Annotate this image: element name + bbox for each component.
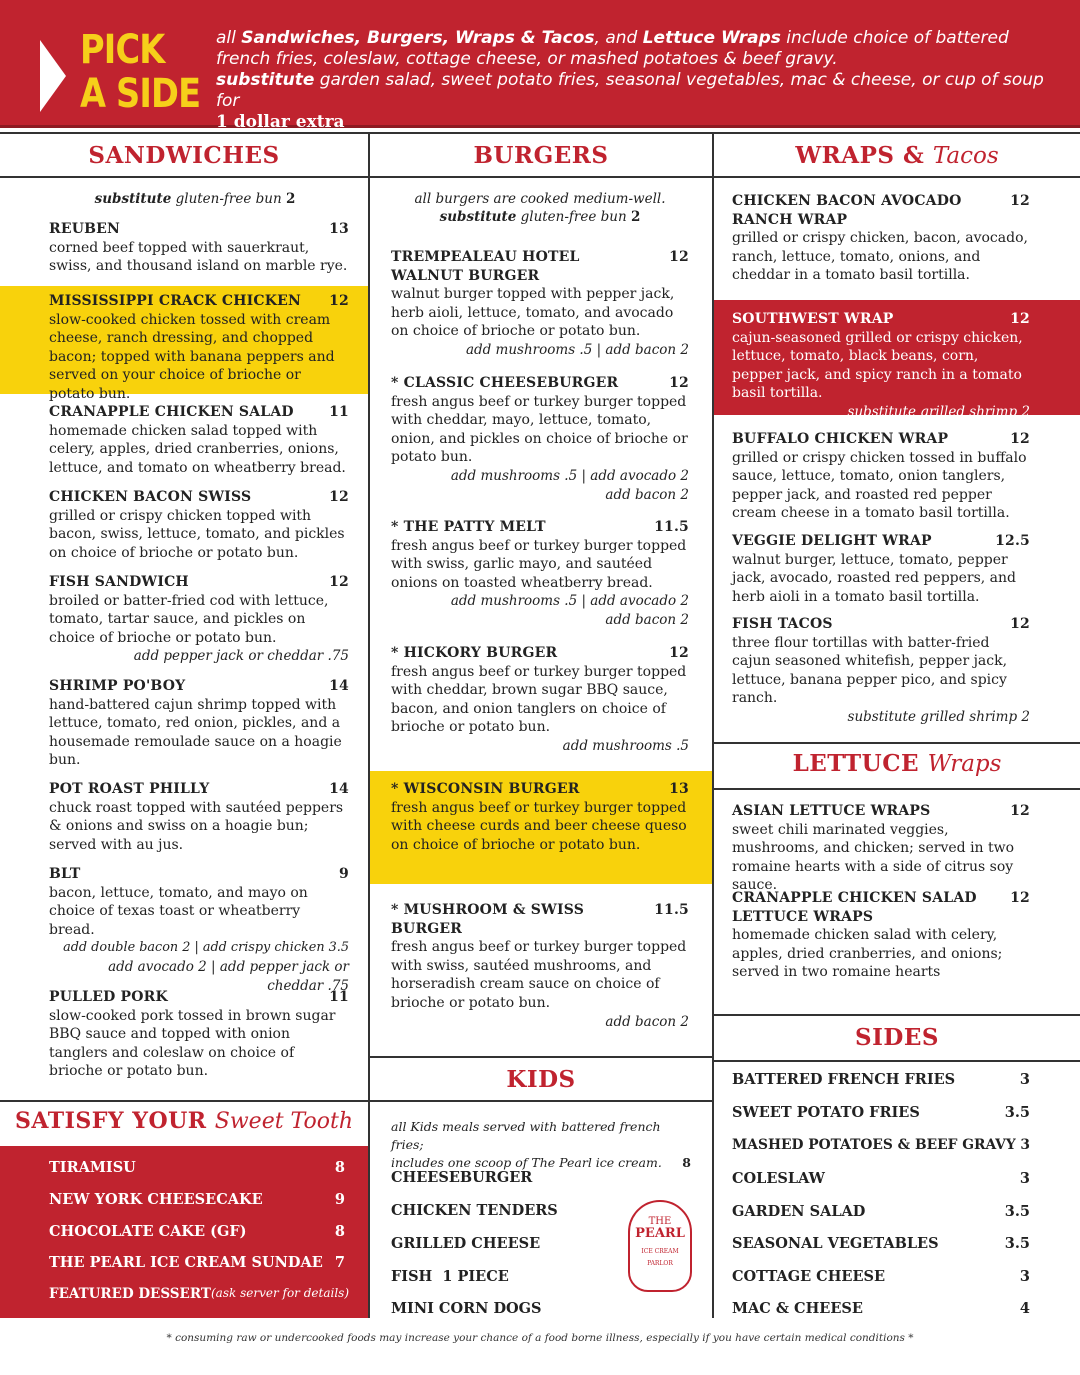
item-price: 14 — [329, 678, 349, 694]
kids-item: FISH 1 PIECE — [391, 1268, 509, 1285]
item-name: SEASONAL VEGETABLES — [732, 1235, 939, 1252]
side-item — [732, 1203, 1030, 1220]
item-price: 12 — [329, 574, 349, 590]
text: include choice of battered french fries, coleslaw, cottage cheese, or mashed potatoes & beef gravy. — [216, 28, 1009, 69]
item-price: 3 — [1019, 1170, 1030, 1187]
item-description: sweet chili marinated veggies, mushrooms, and chicken; served in two romaine hearts with a side of citrus soy sauce. — [732, 821, 1015, 894]
divider — [368, 132, 370, 1318]
kids-item: CHICKEN TENDERS — [391, 1202, 558, 1219]
item-name: VEGGIE DELIGHT WRAP — [732, 533, 932, 549]
item-description: broiled or batter-fried cod with lettuce, tomato, tartar sauce, and pickles on choice of brioche or potato bun. — [49, 592, 329, 646]
item-name: NEW YORK CHEESECAKE — [49, 1191, 263, 1208]
item-price: 7 — [334, 1254, 345, 1271]
title-line-1: PICK — [80, 27, 165, 73]
item-price: 12 — [669, 249, 689, 265]
item-price: 13 — [669, 781, 689, 797]
divider — [714, 788, 1080, 790]
item-description: fresh angus beef or turkey burger topped with swiss, garlic mayo, and sautéed onions on toasted wheatberry bread. — [391, 537, 687, 591]
menu-item — [49, 988, 349, 1081]
item-description: three flour tortillas with batter-fried cajun seasoned whitefish, pepper jack, lettuce, banana pepper pico, and spicy ranch. — [732, 634, 1008, 707]
text: includes one scoop of The Pearl ice cream. — [391, 1155, 662, 1170]
item-price: 11 — [329, 989, 349, 1005]
item-description: grilled or crispy chicken tossed in buffalo sauce, lettuce, tomato, onion tanglers, pepper jack, and roasted red pepper cream cheese in a tomato basil tortilla. — [732, 449, 1027, 522]
menu-item — [391, 644, 689, 756]
text: , and — [594, 28, 643, 48]
item-name: TIRAMISU — [49, 1159, 136, 1176]
menu-item — [49, 677, 349, 770]
menu-item — [732, 532, 1030, 606]
item-price: 3 — [1019, 1071, 1030, 1088]
pearl-logo — [628, 1200, 692, 1292]
item-addon: substitute grilled shrimp 2 — [847, 708, 1030, 725]
item-price: 9 — [339, 866, 349, 882]
item-description: walnut burger, lettuce, tomato, pepper jack, avocado, roasted red peppers, and herb aioli in a tomato basil tortilla. — [732, 551, 1016, 605]
item-price: 9 — [334, 1191, 345, 1208]
item-name: TREMPEALEAU HOTEL WALNUT BURGER — [391, 249, 580, 284]
item-addon: substitute grilled shrimp 2 — [847, 403, 1030, 420]
side-item — [732, 1300, 1030, 1317]
item-name: ASIAN LETTUCE WRAPS — [732, 803, 931, 819]
side-item — [732, 1235, 1030, 1252]
text: 2 — [630, 209, 641, 225]
item-price: 12 — [1010, 890, 1030, 906]
menu-item — [391, 374, 689, 504]
menu-item — [391, 248, 689, 360]
item-name: * HICKORY BURGER — [391, 645, 558, 661]
divider — [0, 132, 1080, 134]
item-price: 3.5 — [1004, 1203, 1030, 1220]
text: garden salad, sweet potato fries, seasonal vegetables, mac & cheese, or cup of soup for — [216, 70, 1044, 111]
item-price: 13 — [329, 221, 349, 237]
item-name: BLT — [49, 866, 81, 882]
item-name: CRANAPPLE CHICKEN SALAD — [49, 404, 294, 420]
item-name: MASHED POTATOES & BEEF GRAVY — [732, 1137, 1016, 1153]
kids-item: MINI CORN DOGS — [391, 1300, 542, 1317]
lettuce-wraps-heading — [714, 750, 1080, 777]
item-description: slow-cooked chicken tossed with cream cheese, ranch dressing, and chopped bacon; topped with banana peppers and served on your choice of brioche or potato bun. — [49, 311, 335, 402]
item-name: COTTAGE CHEESE — [732, 1268, 886, 1285]
text: PEARL — [635, 1226, 685, 1241]
menu-item — [732, 192, 1030, 285]
item-price: 11 — [329, 404, 349, 420]
menu-item — [49, 220, 349, 276]
divider — [0, 176, 1080, 178]
wraps-tacos-heading — [714, 142, 1080, 169]
item-name: REUBEN — [49, 221, 121, 237]
item-name: SHRIMP PO'BOY — [49, 678, 186, 694]
item-description: grilled or crispy chicken, bacon, avocado, ranch, lettuce, tomato, onions, and cheddar in a tomato basil tortilla. — [732, 230, 1028, 284]
side-item — [732, 1170, 1030, 1187]
text: ICE CREAM PARLOR — [641, 1248, 679, 1267]
item-addon: add mushrooms .5 | add bacon 2 — [465, 341, 689, 358]
item-price: 11.5 — [654, 519, 689, 535]
text: 2 — [285, 191, 296, 207]
item-addon: add bacon 2 — [605, 1013, 689, 1030]
item-price: 12 — [669, 375, 689, 391]
kids-item: GRILLED CHEESE — [391, 1235, 541, 1252]
kids-heading: KIDS — [506, 1066, 576, 1093]
item-description: homemade chicken salad with celery, apples, dried cranberries, and onions; served in two romaine hearts — [732, 927, 1003, 981]
dessert-item — [49, 1159, 345, 1176]
item-name: BATTERED FRENCH FRIES — [732, 1071, 956, 1088]
burger-note — [385, 190, 695, 226]
item-description: cajun-seasoned grilled or crispy chicken, lettuce, tomato, black beans, corn, pepper jack, and spicy ranch in a tomato basil tortilla. — [732, 329, 1023, 402]
text: substitute — [439, 209, 517, 225]
menu-item — [732, 430, 1030, 523]
item-addon: add pepper jack or cheddar .75 — [133, 648, 349, 665]
item-price: 12 — [329, 489, 349, 505]
item-description: fresh angus beef or turkey burger topped with cheese curds and beer cheese queso on choice of brioche or potato bun. — [391, 799, 687, 853]
menu-item — [49, 865, 349, 995]
side-item — [732, 1137, 1030, 1153]
burgers-heading: BURGERS — [473, 142, 609, 169]
side-item — [732, 1268, 1030, 1285]
text: WRAPS & — [795, 142, 925, 169]
arrow-icon — [40, 40, 66, 112]
item-price: 14 — [329, 781, 349, 797]
menu-item — [732, 615, 1030, 727]
item-name: THE PEARL ICE CREAM SUNDAE — [49, 1254, 323, 1271]
item-price: 12 — [669, 645, 689, 661]
item-addon: add avocado 2 | add pepper jack or — [108, 958, 349, 975]
item-description: fresh angus beef or turkey burger topped with cheddar, brown sugar BBQ sauce, bacon, and onion tanglers on choice of brioche or potato bun. — [391, 663, 687, 736]
kids-item: CHEESEBURGER — [391, 1169, 533, 1186]
item-description: fresh angus beef or turkey burger topped with cheddar, mayo, lettuce, tomato, onion, and pickles on choice of brioche or potato bun. — [391, 393, 688, 466]
menu-item — [49, 488, 349, 562]
item-description: slow-cooked pork tossed in brown sugar BBQ sauce and topped with onion tanglers and coleslaw on choice of brioche or potato bun. — [49, 1007, 336, 1080]
menu-item — [391, 780, 689, 854]
item-name: * CLASSIC CHEESEBURGER — [391, 375, 619, 391]
item-addon: add mushrooms .5 | add avocado 2 — [450, 467, 689, 484]
item-name: PULLED PORK — [49, 989, 168, 1005]
menu-item — [49, 780, 349, 854]
item-description: grilled or crispy chicken topped with bacon, swiss, lettuce, tomato, and pickles on choice of brioche or potato bun. — [49, 507, 345, 561]
divider — [370, 1056, 712, 1058]
menu-item — [49, 292, 349, 404]
side-options-text — [216, 28, 1066, 133]
item-price: 12 — [1010, 193, 1030, 209]
item-price: 3.5 — [1004, 1235, 1030, 1252]
item-name: MISSISSIPPI CRACK CHICKEN — [49, 293, 301, 309]
menu-item — [49, 573, 349, 666]
item-description: walnut burger topped with pepper jack, herb aioli, lettuce, tomato, and avocado on choice of brioche or potato bun. — [391, 286, 675, 340]
item-addon: cheddar .75 — [267, 977, 349, 994]
item-name: CRANAPPLE CHICKEN SALAD LETTUCE WRAPS — [732, 890, 977, 925]
pick-a-side-title — [80, 28, 200, 116]
text: 1 dollar extra — [216, 112, 345, 132]
item-name: GARDEN SALAD — [732, 1203, 866, 1220]
item-addon: add bacon 2 — [605, 611, 689, 628]
kids-note — [391, 1118, 691, 1172]
item-description: corned beef topped with sauerkraut, swiss, and thousand island on marble rye. — [49, 239, 348, 275]
divider — [714, 1060, 1080, 1062]
item-name: * THE PATTY MELT — [391, 519, 546, 535]
item-addon: add mushrooms .5 — [562, 737, 689, 754]
menu-item — [391, 901, 689, 1031]
item-price: 12.5 — [995, 533, 1030, 549]
text: substitute — [94, 191, 172, 207]
menu-item — [391, 518, 689, 630]
title-line-2: A SIDE — [80, 71, 201, 117]
item-name: BUFFALO CHICKEN WRAP — [732, 431, 949, 447]
item-price: 12 — [1010, 431, 1030, 447]
item-name: CHICKEN BACON AVOCADO RANCH WRAP — [732, 193, 962, 228]
sides-heading: SIDES — [855, 1024, 939, 1051]
text: all burgers are cooked medium-well. — [414, 191, 666, 207]
item-name: COLESLAW — [732, 1170, 825, 1187]
item-description: homemade chicken salad topped with celery, apples, dried cranberries, onions, lettuce, and tomato on wheatberry bread. — [49, 422, 346, 476]
food-safety-disclaimer: * consuming raw or undercooked foods may increase your chance of a food borne illness, especially if you have certain medical conditions * — [166, 1332, 914, 1344]
item-price: 12 — [1010, 311, 1030, 327]
text: Sandwiches, Burgers, Wraps & Tacos — [241, 28, 595, 48]
item-name: SOUTHWEST WRAP — [732, 311, 894, 327]
divider — [714, 742, 1080, 744]
item-price: 8 — [334, 1223, 345, 1240]
item-price: 12 — [1010, 616, 1030, 632]
item-name: CHICKEN BACON SWISS — [49, 489, 252, 505]
divider — [370, 1100, 712, 1102]
divider — [0, 1100, 368, 1102]
text: all — [216, 28, 242, 48]
side-item — [732, 1104, 1030, 1121]
divider — [714, 1014, 1080, 1016]
text: gluten-free bun — [171, 191, 286, 207]
dessert-item — [49, 1286, 349, 1302]
item-price: 11.5 — [654, 902, 689, 918]
item-price: 12 — [1010, 803, 1030, 819]
item-addon: add mushrooms .5 | add avocado 2 — [450, 593, 689, 610]
text: substitute — [216, 70, 315, 90]
text: Tacos — [932, 143, 999, 169]
menu-item — [49, 403, 349, 477]
side-item — [732, 1071, 1030, 1088]
text: Sweet Tooth — [214, 1109, 354, 1134]
item-addon: add bacon 2 — [605, 486, 689, 503]
item-price: 4 — [1019, 1300, 1030, 1317]
kids-price: 8 — [682, 1155, 691, 1170]
item-description: bacon, lettuce, tomato, and mayo on choice of texas toast or wheatberry bread. — [49, 884, 308, 938]
text: THE — [648, 1216, 672, 1227]
item-description: fresh angus beef or turkey burger topped with swiss, sautéed mushrooms, and horseradish cream sauce on choice of brioche or potato bun. — [391, 939, 687, 1011]
text: Wraps — [927, 751, 1002, 777]
menu-item — [732, 310, 1030, 422]
text: SATISFY YOUR — [14, 1108, 207, 1134]
menu-item — [732, 889, 1030, 982]
text: Lettuce Wraps — [642, 28, 781, 48]
item-price: 12 — [329, 293, 349, 309]
dessert-item — [49, 1223, 345, 1240]
item-name: * MUSHROOM & SWISS BURGER — [391, 902, 585, 937]
item-price: (ask server for details) — [211, 1286, 349, 1300]
item-name: FEATURED DESSERT — [49, 1286, 211, 1302]
item-name: MAC & CHEESE — [732, 1300, 863, 1317]
dessert-item — [49, 1254, 345, 1271]
item-addon: add double bacon 2 | add crispy chicken 3.5 — [63, 940, 349, 956]
item-description: hand-battered cajun shrimp topped with lettuce, tomato, red onion, pickles, and a housemade remoulade sauce on a hoagie bun. — [49, 696, 342, 769]
item-price: 8 — [334, 1159, 345, 1176]
item-price: 3 — [1019, 1268, 1030, 1285]
text: gluten-free bun — [516, 209, 631, 225]
item-name: FISH TACOS — [732, 616, 833, 632]
item-name: POT ROAST PHILLY — [49, 781, 210, 797]
menu-item — [732, 802, 1030, 895]
text: all Kids meals served with battered french fries; — [391, 1119, 661, 1152]
item-price: 3 — [1020, 1137, 1030, 1153]
item-description: chuck roast topped with sautéed peppers & onions and swiss on a hoagie bun; served with au jus. — [49, 799, 344, 853]
sandwiches-heading: SANDWICHES — [88, 142, 280, 169]
gluten-free-note — [40, 190, 350, 208]
item-name: * WISCONSIN BURGER — [391, 781, 580, 797]
text: LETTUCE — [792, 750, 920, 777]
dessert-item — [49, 1191, 345, 1208]
item-price: 3.5 — [1004, 1104, 1030, 1121]
item-name: SWEET POTATO FRIES — [732, 1104, 920, 1121]
dessert-heading — [0, 1108, 368, 1134]
item-name: FISH SANDWICH — [49, 574, 189, 590]
item-name: CHOCOLATE CAKE (GF) — [49, 1223, 247, 1240]
